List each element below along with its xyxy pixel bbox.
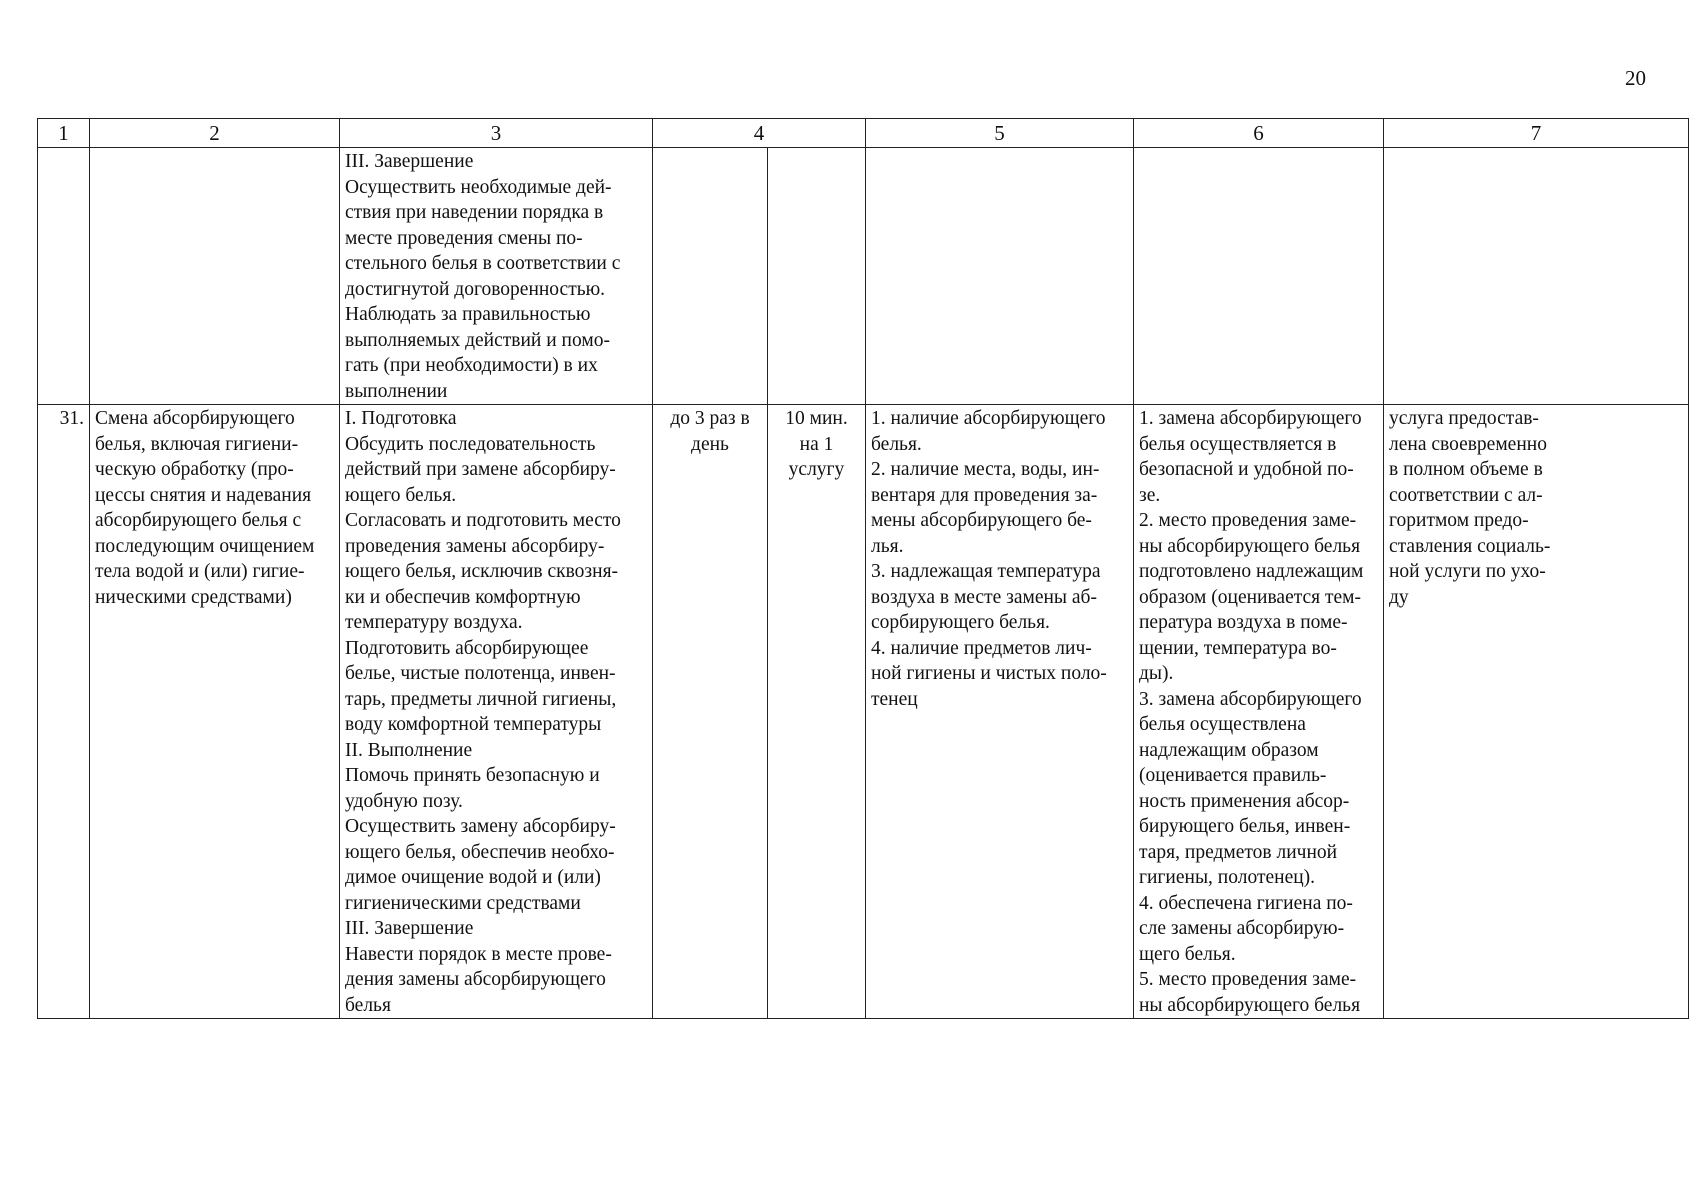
quality-indicators-cell: 1. замена абсорбирующего белья осуществляется в безопасной и удобной по- зе. 2. место проведения заме- ны абсорбирующего белья подготовлено надлежащим образом (оценивается тем- пература воздуха в поме- щении, температура во- ды). 3. замена абсорбирующего белья осуществлена надлежащим образом (оценивается правиль- ность применения абсор- бирующего белья, инвен- таря, предметов личной гигиены, полотенец). 4. обеспечена гигиена по- сле замены абсорбирую- щего белья. 5. место проведения заме- ны абсорбирующего белья (1134, 405, 1384, 1019)
service-name-cell: Смена абсорбирующего белья, включая гигиени- ческую обработку (про- цессы снятия и надевания абсорбирующего белья с последующим очищением тела водой и (или) гигие- ническими средствами) (90, 405, 340, 1019)
page-number: 20 (1625, 66, 1646, 90)
cont-cell-quality (1134, 148, 1384, 405)
cont-cell-number (38, 148, 90, 405)
cont-cell-duration (768, 148, 866, 405)
cont-cell-procedure: III. Завершение Осуществить необходимые дей- ствия при наведении порядка в месте проведения смены по- стельного белья в соответствии с достигнутой договоренностью. Наблюдать за правильностью выполняемых действий и помо- гать (при необходимости) в их выполнении (340, 148, 653, 405)
row-number: 31. (38, 405, 90, 1019)
header-col-2: 2 (90, 119, 340, 148)
result-cell: услуга предостав- лена своевременно в полном объеме в соответствии с ал- горитмом предо- ставления социаль- ной услуги по ухо- ду (1384, 405, 1689, 1019)
table-row-31 (38, 405, 1689, 1019)
cont-cell-conditions (866, 148, 1134, 405)
header-col-3: 3 (340, 119, 653, 148)
header-col-1: 1 (38, 119, 90, 148)
continuation-row (38, 148, 1689, 405)
cont-cell-result (1384, 148, 1689, 405)
header-col-5: 5 (866, 119, 1134, 148)
cont-cell-service (90, 148, 340, 405)
header-col-4: 4 (653, 119, 866, 148)
conditions-cell: 1. наличие абсорбирующего белья. 2. наличие места, воды, ин- вентаря для проведения за- мены абсорбирующего бе- лья. 3. надлежащая температура воздуха в месте замены аб- сорбирующего белья. 4. наличие предметов лич- ной гигиены и чистых поло- тенец (866, 405, 1134, 1019)
header-row (38, 119, 1689, 148)
cont-cell-frequency (653, 148, 768, 405)
header-col-6: 6 (1134, 119, 1384, 148)
services-table (37, 118, 1689, 1019)
frequency-cell: до 3 раз в день (653, 405, 768, 1019)
procedure-cell: I. Подготовка Обсудить последовательность действий при замене абсорбиру- ющего белья. Согласовать и подготовить место проведения замены абсорбиру- ющего белья, исключив сквозня- ки и обеспечив комфортную температуру воздуха. Подготовить абсорбирующее белье, чистые полотенца, инвен- тарь, предметы личной гигиены, воду комфортной температуры II. Выполнение Помочь принять безопасную и удобную позу. Осуществить замену абсорбиру- ющего белья, обеспечив необхо- димое очищение водой и (или) гигиеническими средствами III. Завершение Навести порядок в месте прове- дения замены абсорбирующего белья (340, 405, 653, 1019)
duration-cell: 10 мин. на 1 услугу (768, 405, 866, 1019)
header-col-7: 7 (1384, 119, 1689, 148)
